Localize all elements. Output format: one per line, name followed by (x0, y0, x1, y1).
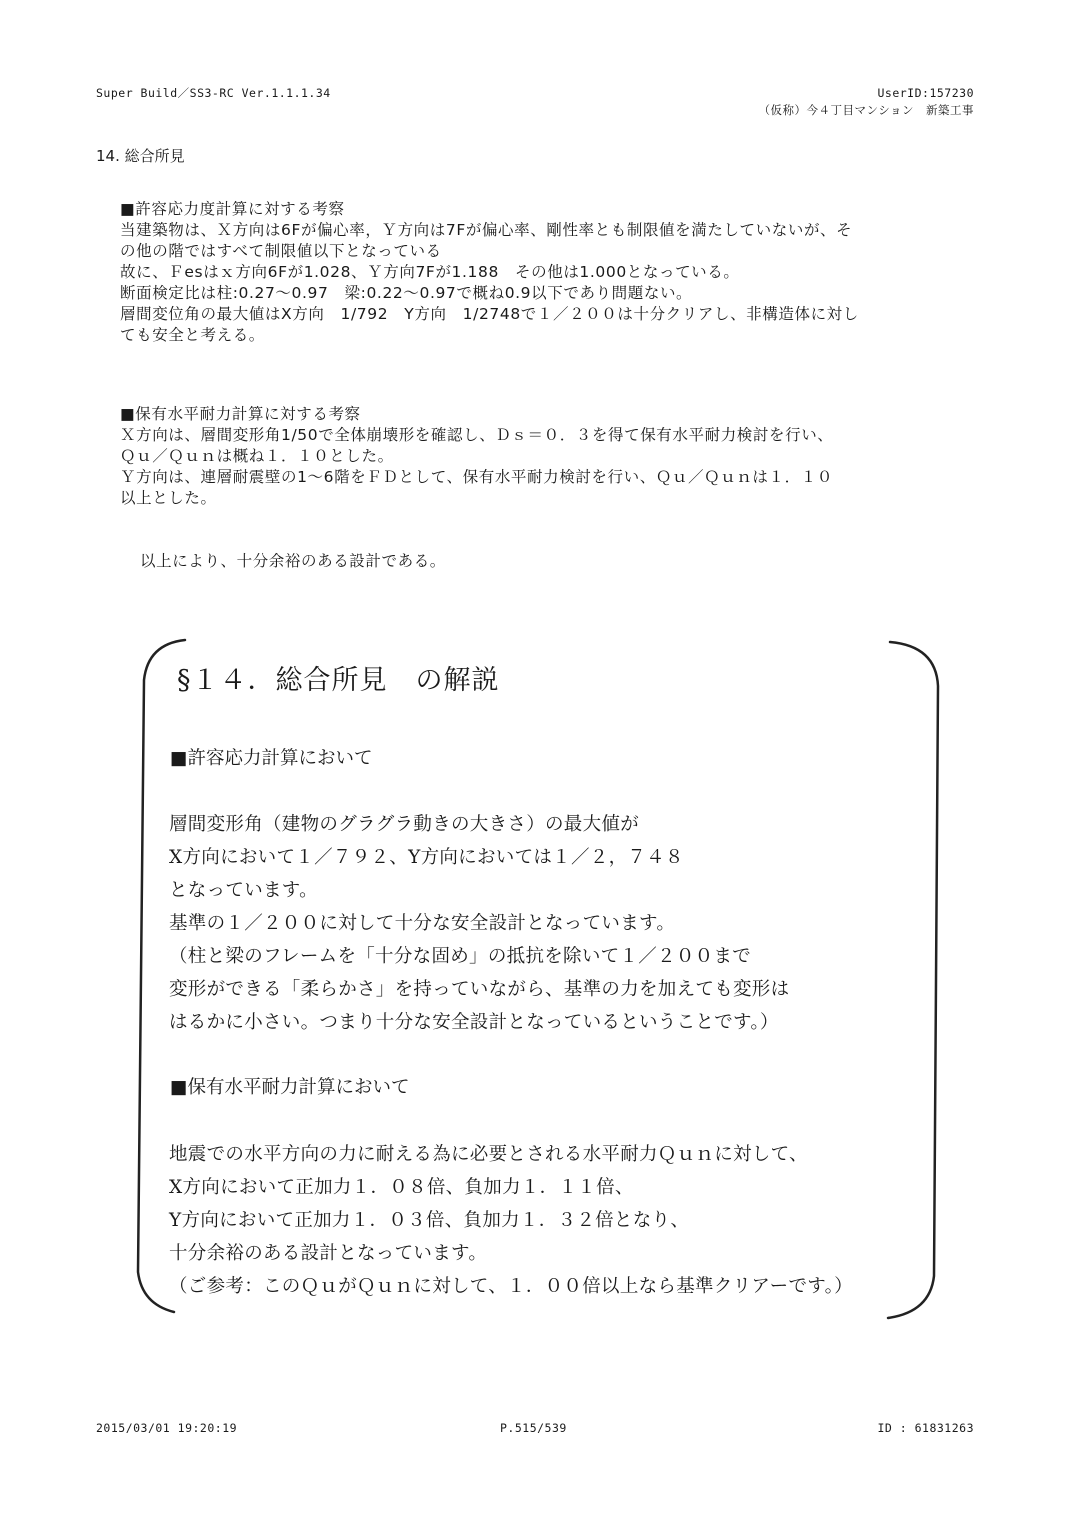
explanation-line: 十分余裕のある設計となっています。 (169, 1243, 488, 1264)
allowable-stress-heading: ■許容応力度計算に対する考察 (120, 200, 345, 218)
explanation-line: 変形ができる「柔らかさ」を持っていながら、基準の力を加えても変形は (169, 979, 790, 1000)
explanation-title: §１４．総合所見 の解説 (177, 665, 500, 696)
explanation-line: 基準の１／２００に対して十分な安全設計となっています。 (169, 913, 676, 934)
page-number: P.515/539 (500, 1421, 567, 1435)
header-info (759, 85, 974, 119)
document-id: ID : 61831263 (877, 1421, 974, 1435)
horizontal-capacity-line: Ｘ方向は、層間変形角1/50で全体崩壊形を確認し、Ｄｓ＝０．３を得て保有水平耐力検討を行い、 (120, 426, 834, 444)
explanation-line: 層間変形角（建物のグラグラ動きの大きさ）の最大値が (169, 814, 640, 835)
allowable-stress-line: 当建築物は、Ｘ方向は6Fが偏心率，Ｙ方向は7Fが偏心率、剛性率とも制限値を満たしていないが、そ (120, 221, 853, 239)
horizontal-capacity-line: 以上とした。 (120, 489, 217, 507)
explanation-line: Y方向において正加力１．０３倍、負加力１．３２倍となり、 (169, 1210, 690, 1231)
project-name: （仮称）今４丁目マンション 新築工事 (758, 103, 974, 117)
horizontal-capacity-heading: ■保有水平耐力計算に対する考察 (120, 405, 361, 423)
explanation-line: となっています。 (169, 880, 318, 901)
user-id: UserID:157230 (877, 86, 974, 100)
section-title: 14. 総合所見 (96, 147, 185, 165)
explanation-line: X方向において１／７９２、Y方向においては１／２，７４８ (169, 847, 684, 868)
horizontal-capacity-line: Ｙ方向は、連層耐震壁の1～6階をＦＤとして、保有水平耐力検討を行い、Ｑｕ／Ｑｕｎは１．１０ (120, 468, 833, 486)
allowable-stress-line: 層間変位角の最大値はX方向 1/792 Y方向 1/2748で１／２００は十分クリアし、非構造体に対し (120, 305, 859, 323)
allowable-stress-line: ても安全と考える。 (120, 326, 265, 344)
allowable-stress-line: 故に、Ｆesはｘ方向6Fが1.028、Ｙ方向7Fが1.188 その他は1.000となっている。 (120, 263, 740, 281)
horizontal-capacity-section (120, 404, 1000, 509)
explanation-line: （柱と梁のフレームを「十分な固め」の抵抗を除いて１／２００まで (169, 946, 752, 967)
explanation-subheading: ■許容応力計算において (170, 748, 373, 769)
explanation-line: （ご参考：このＱｕがＱｕｎに対して、１．００倍以上なら基準クリアーです。） (169, 1276, 853, 1297)
horizontal-capacity-line: Ｑｕ／Ｑｕｎは概ね１．１０とした。 (120, 447, 394, 465)
software-version: Super Build／SS3-RC Ver.1.1.1.34 (96, 86, 331, 100)
explanation-subheading: ■保有水平耐力計算において (170, 1077, 410, 1098)
allowable-stress-section (120, 199, 1000, 346)
allowable-stress-line: 断面検定比は柱:0.27～0.97 梁:0.22～0.97で概ね0.9以下であり問題ない。 (120, 284, 693, 302)
print-datetime: 2015/03/01 19:20:19 (96, 1421, 238, 1435)
allowable-stress-line: の他の階ではすべて制限値以下となっている (120, 242, 442, 260)
explanation-line: X方向において正加力１．０８倍、負加力１．１１倍、 (169, 1177, 634, 1198)
explanation-line: はるかに小さい。つまり十分な安全設計となっているということです。） (169, 1012, 779, 1033)
explanation-line: 地震での水平方向の力に耐える為に必要とされる水平耐力Ｑｕｎに対して、 (169, 1144, 808, 1165)
conclusion: 以上により、十分余裕のある設計である。 (140, 552, 446, 570)
